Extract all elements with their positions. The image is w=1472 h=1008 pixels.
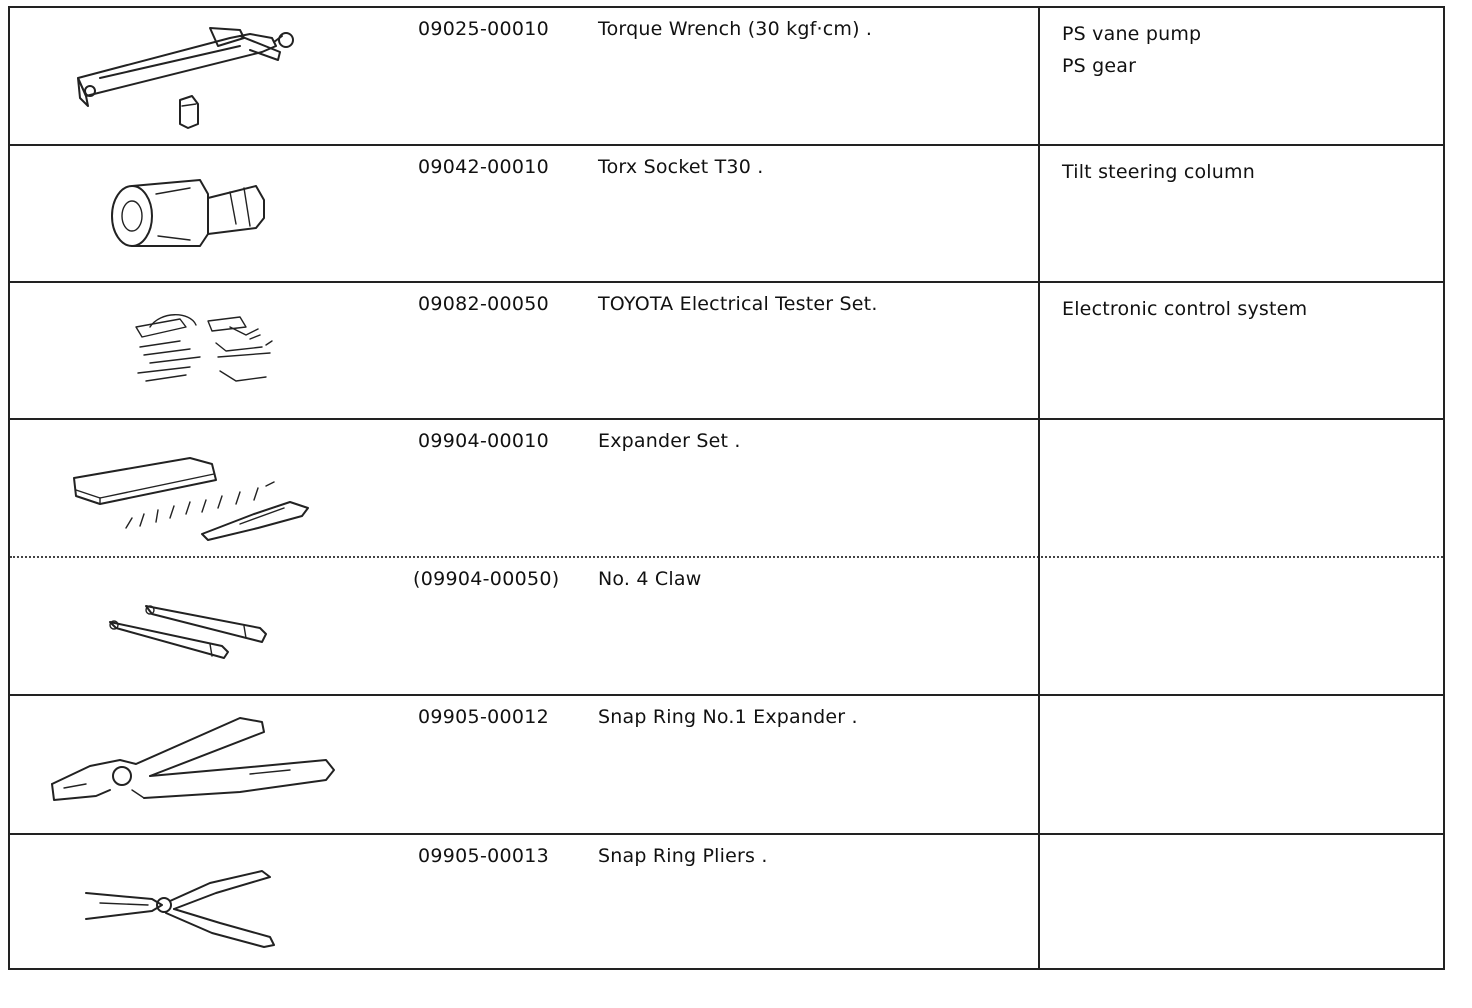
snap-ring-pliers-icon	[40, 843, 350, 961]
tool-uses	[1062, 18, 1432, 82]
tool-uses	[1062, 293, 1432, 325]
part-number: 09905-00013	[418, 845, 550, 867]
part-number: (09904-00050)	[413, 568, 560, 590]
tool-row-electrical-tester	[10, 283, 1443, 420]
tool-name: Torque Wrench (30 kgf·cm) .	[598, 18, 873, 40]
part-number: 09904-00010	[418, 430, 550, 452]
use-item: PS gear	[1062, 55, 1137, 77]
tool-uses	[1062, 156, 1432, 188]
special-service-tools-table	[8, 6, 1445, 970]
tool-row-snap-ring-expander	[10, 696, 1443, 835]
electrical-tester-set-icon	[40, 291, 350, 409]
column-divider	[1038, 8, 1040, 968]
tool-row-snap-ring-pliers	[10, 835, 1443, 968]
use-item: Tilt steering column	[1062, 161, 1255, 183]
tool-name: Snap Ring Pliers .	[598, 845, 768, 867]
tool-row-torx-socket	[10, 146, 1443, 283]
snap-ring-expander-icon	[40, 704, 350, 822]
tool-name: No. 4 Claw	[598, 568, 702, 590]
expander-set-icon	[40, 428, 350, 546]
torque-wrench-icon	[40, 16, 350, 134]
part-number: 09025-00010	[418, 18, 550, 40]
tool-name: TOYOTA Electrical Tester Set.	[598, 293, 878, 315]
tool-name: Snap Ring No.1 Expander .	[598, 706, 858, 728]
torx-socket-icon	[40, 154, 350, 272]
tool-name: Expander Set .	[598, 430, 741, 452]
part-number: 09042-00010	[418, 156, 550, 178]
tool-row-expander-set	[10, 420, 1443, 558]
tool-row-claw	[10, 558, 1443, 696]
part-number: 09905-00012	[418, 706, 550, 728]
tool-row-torque-wrench	[10, 8, 1443, 146]
use-item: PS vane pump	[1062, 23, 1202, 45]
part-number: 09082-00050	[418, 293, 550, 315]
claw-icon	[40, 566, 350, 684]
use-item: Electronic control system	[1062, 298, 1308, 320]
tool-name: Torx Socket T30 .	[598, 156, 764, 178]
